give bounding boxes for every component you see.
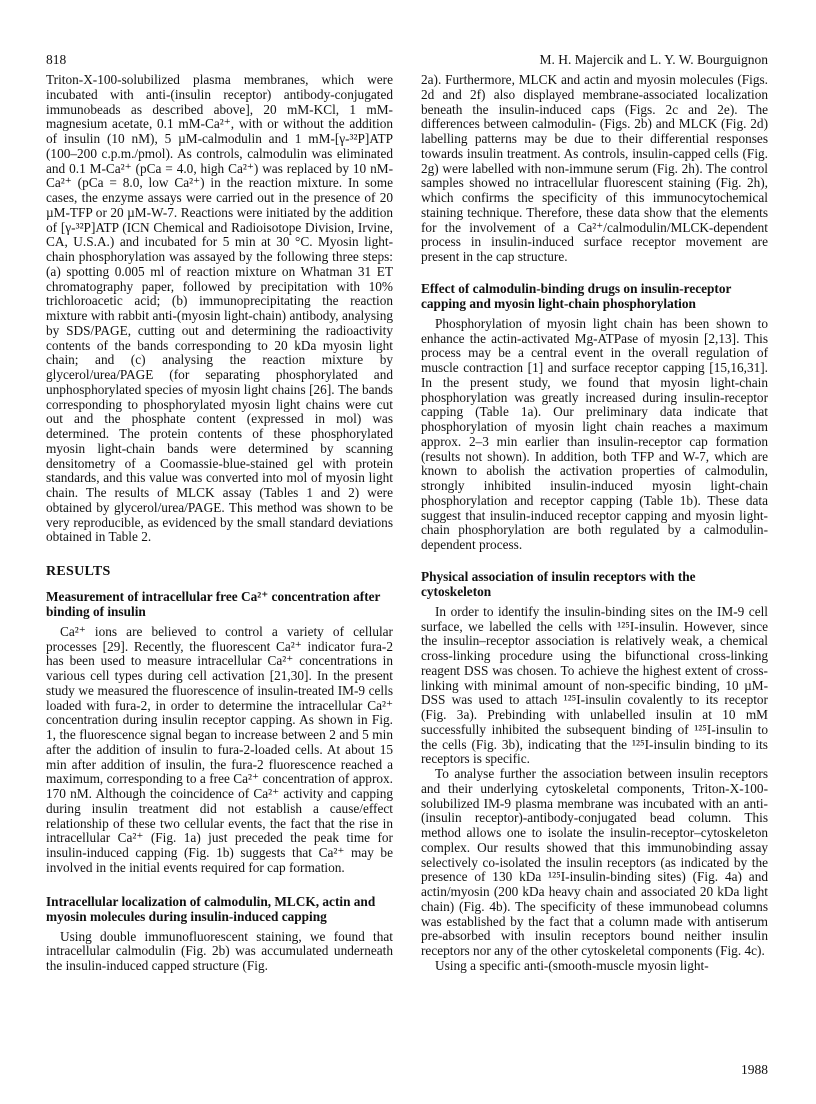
running-header-authors: M. H. Majercik and L. Y. W. Bourguignon	[539, 52, 768, 67]
left-column	[46, 73, 393, 974]
footer-year: 1988	[741, 1062, 768, 1077]
methods-paragraph: Triton-X-100-solubilized plasma membranes, which were incubated with anti-(insulin receptor) antibody-conjugated immunobeads as described above], 20 mM-KCl, 1 mM-magnesium acetate, 0.1 mM-Ca²⁺, with or without the addition of insulin (10 nM), 5 µM-calmodulin and 1 mM-[γ-³²P]ATP (100–200 c.p.m./pmol). As controls, calmodulin was eliminated and 0.1 M-Ca²⁺ (pCa = 4.0, high Ca²⁺) was replaced by 10 nM-Ca²⁺ (pCa = 8.0, low Ca²⁺) in the reaction mixture. In some cases, the enzyme assays were carried out in the presence of 20 µM-TFP or 20 µM-W-7. Reactions were initiated by the addition of [γ-³²P]ATP (ICN Chemical and Radioisotope Division, Irvine, CA, U.S.A.) and incubated for 5 min at 30 °C. Myosin light-chain phosphorylation was assayed by the following three steps: (a) spotting 0.005 ml of reaction mixture on Whatman 31 ET chromatography paper, followed by precipitation with 10% trichloroacetic acid; (b) immunoprecipitating the reaction mixture with rabbit anti-(myosin light-chain) antibody, analysing by SDS/PAGE, cutting out and determining the radioactivity contents of the bands corresponding to 20 kDa myosin light chain; and (c) analysing the reaction mixture by glycerol/urea/PAGE (for separating phosphorylated and unphosphorylated species of myosin light chains [26]. The bands corresponding to phosphorylated myosin light chains were cut out and the phosphate content (expressed in mol) was determined. The protein contents of these phosphorylated myosin light-chain bands were determined by scanning densitometry of a Coomassie-blue-stained gel with protein standards, and this value was converted into mol of myosin light chain. The results of MLCK assay (Tables 1 and 2) were obtained by glycerol/urea/PAGE. This method was shown to be very reproducible, as evidenced by the small standard deviations obtained in Table 2.	[46, 72, 393, 545]
paragraph-localization: Using double immunofluorescent staining, we found that intracellular calmodulin (Fig. 2b) was accumulated underneath the insulin-induced capped structure (Fig.	[46, 928, 393, 973]
paragraph-calmodulin-drugs: Phosphorylation of myosin light chain has been shown to enhance the actin-activated Mg-ATPase of myosin [2,13]. This process may be a central event in the overall regulation of muscle contraction [1] and surface receptor capping [15,16,31]. In the present study, we found that myosin light-chain phosphorylation was greatly increased during insulin-receptor capping (Table 1a). Our preliminary data indicate that phosphorylation of myosin light chain reaches a maximum approx. 2–3 min earlier than insulin-receptor cap formation (results not shown). In addition, both TFP and W-7, which are known to abolish the activation properties of calmodulin, strongly inhibited insulin-induced myosin light-chain phosphorylation and receptor capping (Table 1b). These data suggest that insulin-induced receptor capping and myosin light-chain phosphorylation are both regulated by a calmodulin-dependent process.	[421, 315, 768, 552]
right-column	[421, 73, 768, 974]
paragraph-localization-cont: 2a). Furthermore, MLCK and actin and myosin molecules (Figs. 2d and 2f) also displayed membrane-associated localization beneath the insulin-induced caps (Figs. 2c and 2e). The differences between calmodulin- (Figs. 2b) and MLCK (Fig. 2d) labelling patterns may be due to their differential responses towards insulin treatment. As controls, insulin-capped cells (Fig. 2g) were labelled with non-immune serum (Fig. 2h). The control samples showed no intracellular fluorescent staining (Fig. 2h), which confirms the specificity of this immunocytochemical staining technique. Therefore, these data show that the elements for the involvement of a Ca²⁺/calmodulin/MLCK-dependent process in insulin-induced surface receptor movement are present in the cap structure.	[421, 72, 768, 264]
results-heading: RESULTS	[46, 564, 111, 579]
section-heading-localization: Intracellular localization of calmodulin, MLCK, actin and myosin molecules during insulin-induced capping	[46, 893, 376, 924]
paragraph-calcium: Ca²⁺ ions are believed to control a variety of cellular processes [29]. Recently, the fluorescent Ca²⁺ indicator fura-2 has been used to measure intracellular Ca²⁺ concentrations in various cell types during cell activation [21,30]. In the present study we measured the fluorescence of insulin-treated IM-9 cells loaded with fura-2, in order to determine the intracellular Ca²⁺ concentration during insulin receptor capping. As shown in Fig. 1, the fluorescence signal began to increase between 2 and 5 min after the addition of insulin to fura-2-loaded cells. At about 15 min after addition of insulin, the fura-2 fluorescence reached a maximum, corresponding to a free Ca²⁺ concentration of approx. 170 nM. Although the coincidence of Ca²⁺ activity and capping during insulin treatment did not establish a cause/effect relationship of these two cellular events, the fact that the rise in intracellular Ca²⁺ (Fig. 1a) just preceded the peak time for insulin-induced capping (Fig. 1b) suggests that Ca²⁺ may be involved in the initial events required for cap formation.	[46, 623, 393, 875]
paragraph-immunobinding: To analyse further the association between insulin receptors and their underlying cytoskeletal components, Triton-X-100-solubilized IM-9 plasma membrane was incubated with an anti-(insulin receptor)-antibody-conjugated bead column. This method allows one to isolate the insulin-receptor–cytoskeleton complex. Our results showed that this immunobinding assay selectively co-isolated the insulin receptors (as indicated by the presence of 130 kDa ¹²⁵I-insulin-binding sites) (Fig. 4a) and actin/myosin (200 kDa heavy chain and associated 20 kDa light chain) (Fig. 4b). The specificity of these immunobead columns was established by the fact that a column made with antiserum pre-absorbed with insulin receptors bound neither insulin receptors nor any of the other cytoskeletal components (Fig. 4c).	[421, 766, 768, 958]
paragraph-myosin-antibody: Using a specific anti-(smooth-muscle myosin light-	[435, 957, 709, 973]
section-heading-calcium: Measurement of intracellular free Ca²⁺ concentration after binding of insulin	[46, 588, 381, 619]
section-heading-cytoskeleton: Physical association of insulin receptors with the cytoskeleton	[421, 568, 696, 599]
section-heading-calmodulin-drugs: Effect of calmodulin-binding drugs on insulin-receptor capping and myosin light-chain phosphorylation	[421, 280, 732, 311]
page-number: 818	[46, 52, 67, 67]
paragraph-crosslinking: In order to identify the insulin-binding sites on the IM-9 cell surface, we labelled the cells with ¹²⁵I-insulin. However, since the insulin–receptor association is relatively weak, a chemical cross-linking procedure using the bifunctional cross-linking reagent DSS was chosen. To achieve the highest extent of cross-linking with minimal amount of non-specific binding, 10 µM-DSS was used to attach ¹²⁵I-insulin covalently to its receptor (Fig. 3a). Prebinding with unlabelled insulin at 10 mM successfully inhibited the subsequent binding of ¹²⁵I-insulin to the cells (Fig. 3b), indicating that the ¹²⁵I-insulin binding to its receptors is specific.	[421, 603, 768, 767]
